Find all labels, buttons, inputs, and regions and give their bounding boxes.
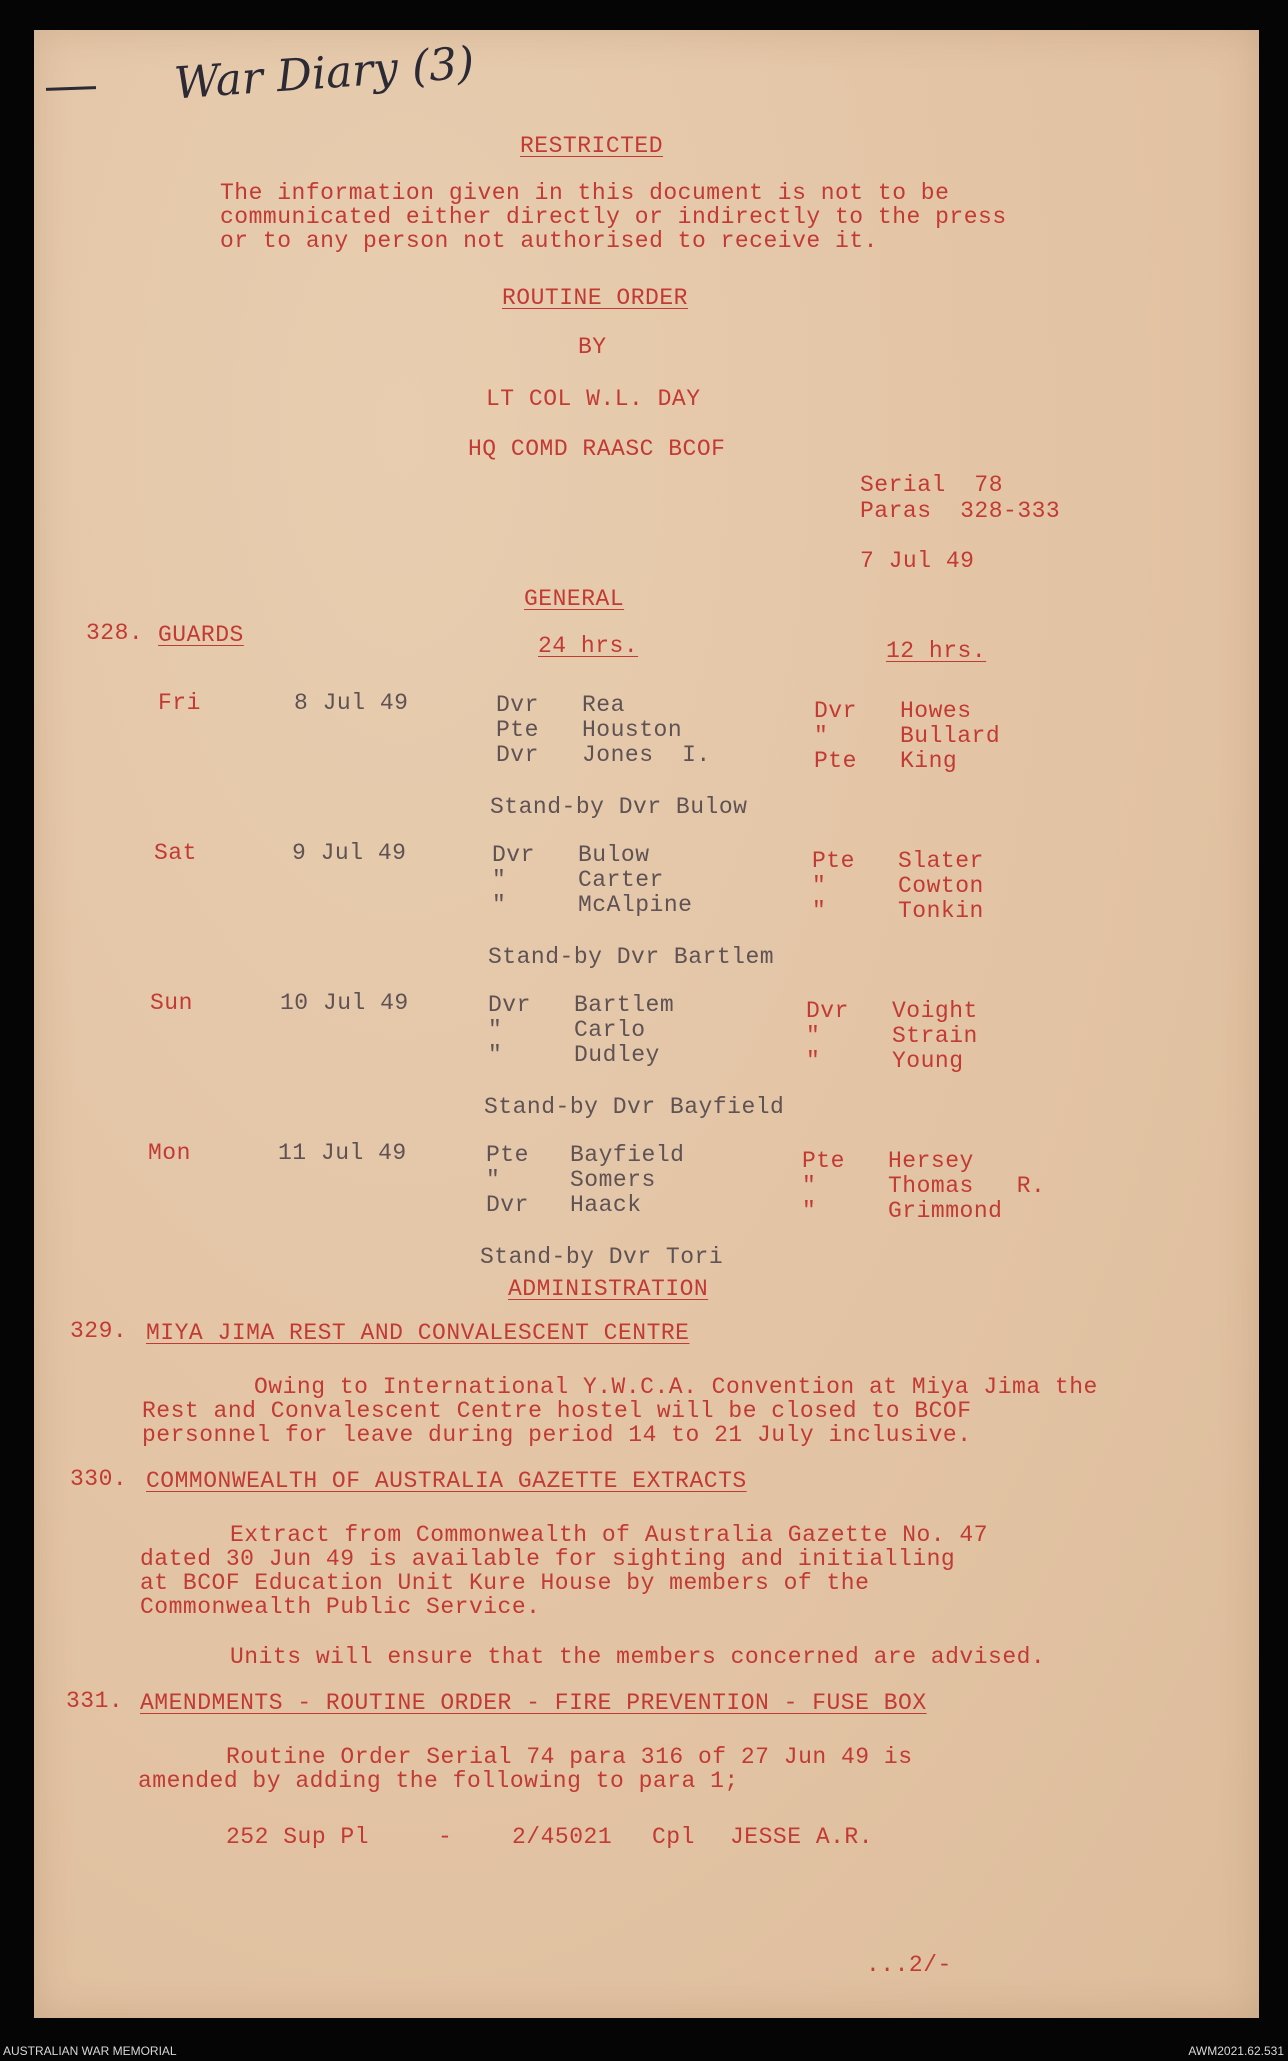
guard-12-rank: " [812,898,827,924]
order-by: BY [578,334,607,360]
notice-line: The information given in this document is not to be [220,180,950,206]
guard-12-name: Strain [892,1023,978,1049]
guard-24-name: Carlo [574,1017,646,1043]
guard-12-rank: Dvr [806,998,849,1024]
order-date: 7 Jul 49 [860,548,975,574]
guard-date: 11 Jul 49 [278,1140,407,1166]
para-329-line: personnel for leave during period 14 to 21 July inclusive. [142,1422,972,1448]
guard-12-name: Hersey [888,1148,974,1174]
amendment-rank: Cpl [652,1824,695,1850]
guard-12-rank: Dvr [814,698,857,724]
guard-12-rank: " [806,1023,821,1049]
para-329-title: MIYA JIMA REST AND CONVALESCENT CENTRE [146,1320,690,1346]
amendment-dash: - [438,1824,453,1850]
order-title: ROUTINE ORDER [502,285,688,311]
guard-24-name: Bayfield [570,1142,685,1168]
guard-24-rank: Pte [496,717,539,743]
guard-24-rank: Dvr [486,1192,529,1218]
order-unit: HQ COMD RAASC BCOF [468,436,726,462]
column-12-hrs: 12 hrs. [886,638,987,664]
guard-24-rank: " [488,1042,503,1068]
serial-number: Serial 78 [860,472,1004,498]
guard-standby: Stand-by Dvr Tori [480,1244,724,1270]
guard-12-rank: Pte [812,848,855,874]
para-331-line: Routine Order Serial 74 para 316 of 27 Jun 49 is [226,1744,913,1770]
guard-24-name: Rea [582,692,625,718]
guard-12-name: Slater [898,848,984,874]
guard-12-name: Bullard [900,723,1001,749]
order-officer: LT COL W.L. DAY [486,386,701,412]
guard-12-rank: " [814,723,829,749]
guard-24-name: Jones I. [582,742,711,768]
guard-12-name: Young [892,1048,964,1074]
guard-12-rank: " [802,1198,817,1224]
para-330-line: at BCOF Education Unit Kure House by members of the [140,1570,870,1596]
para-330-note: Units will ensure that the members concerned are advised. [230,1644,1046,1670]
guard-24-rank: Dvr [496,742,539,768]
para-330-line: dated 30 Jun 49 is available for sighting and initialling [140,1546,956,1572]
guard-24-name: Dudley [574,1042,660,1068]
guard-24-rank: Pte [486,1142,529,1168]
guard-24-rank: Dvr [492,842,535,868]
handwritten-note: War Diary (3) [172,37,476,110]
guard-24-name: Houston [582,717,683,743]
para-329-line: Owing to International Y.W.C.A. Convention at Miya Jima the [254,1374,1098,1400]
para-330-line: Commonwealth Public Service. [140,1594,541,1620]
guard-24-name: Bulow [578,842,650,868]
footer-accession-number: AWM2021.62.531 [1188,2044,1284,2058]
document-page [34,30,1259,2018]
guard-24-name: Haack [570,1192,642,1218]
guard-date: 8 Jul 49 [294,690,409,716]
para-330-title: COMMONWEALTH OF AUSTRALIA GAZETTE EXTRACTS [146,1468,747,1494]
guard-12-rank: Pte [814,748,857,774]
guard-day: Sun [150,990,193,1016]
para-331-title: AMENDMENTS - ROUTINE ORDER - FIRE PREVENTION - FUSE BOX [140,1690,927,1716]
guard-12-rank: Pte [802,1148,845,1174]
general-heading: GENERAL [524,586,625,612]
guard-24-rank: " [492,892,507,918]
column-24-hrs: 24 hrs. [538,633,639,659]
guard-standby: Stand-by Dvr Bayfield [484,1094,785,1120]
para-331-line: amended by adding the following to para 1; [138,1768,739,1794]
guard-day: Mon [148,1140,191,1166]
guard-24-rank: Dvr [496,692,539,718]
para-330-number: 330. [70,1466,128,1492]
para-329-number: 329. [70,1318,128,1344]
guard-24-rank: " [488,1017,503,1043]
guard-24-rank: " [492,867,507,893]
paras-range: Paras 328-333 [860,498,1061,524]
guard-12-name: Grimmond [888,1198,1003,1224]
guard-day: Fri [158,690,201,716]
amendment-number: 2/45021 [512,1824,613,1850]
guard-standby: Stand-by Dvr Bartlem [488,944,775,970]
para-328-title: GUARDS [158,622,244,648]
guard-12-name: Voight [892,998,978,1024]
amendment-unit: 252 Sup Pl [226,1824,370,1850]
administration-heading: ADMINISTRATION [508,1276,709,1302]
notice-line: or to any person not authorised to receive it. [220,228,878,254]
continuation-mark: ...2/- [866,1952,952,1978]
guard-24-rank: Dvr [488,992,531,1018]
guard-12-name: Howes [900,698,972,724]
guard-24-name: Bartlem [574,992,675,1018]
guard-12-name: King [900,748,958,774]
guard-12-name: Cowton [898,873,984,899]
guard-24-name: Somers [570,1167,656,1193]
guard-12-rank: " [812,873,827,899]
guard-12-rank: " [806,1048,821,1074]
guard-date: 9 Jul 49 [292,840,407,866]
para-330-line: Extract from Commonwealth of Australia Gazette No. 47 [230,1522,989,1548]
para-329-line: Rest and Convalescent Centre hostel will be closed to BCOF [142,1398,972,1424]
guard-12-name: Thomas R. [888,1173,1046,1199]
guard-date: 10 Jul 49 [280,990,409,1016]
guard-24-name: Carter [578,867,664,893]
amendment-name: JESSE A.R. [730,1824,874,1850]
notice-line: communicated either directly or indirectly to the press [220,204,1007,230]
guard-standby: Stand-by Dvr Bulow [490,794,748,820]
para-331-number: 331. [66,1688,124,1714]
para-328-number: 328. [86,620,144,646]
footer-archive-name: AUSTRALIAN WAR MEMORIAL [3,2044,177,2058]
guard-24-rank: " [486,1167,501,1193]
guard-12-rank: " [802,1173,817,1199]
restricted-heading: RESTRICTED [520,133,664,159]
guard-12-name: Tonkin [898,898,984,924]
guard-24-name: McAlpine [578,892,693,918]
handwritten-dash [46,86,96,91]
guard-day: Sat [154,840,197,866]
